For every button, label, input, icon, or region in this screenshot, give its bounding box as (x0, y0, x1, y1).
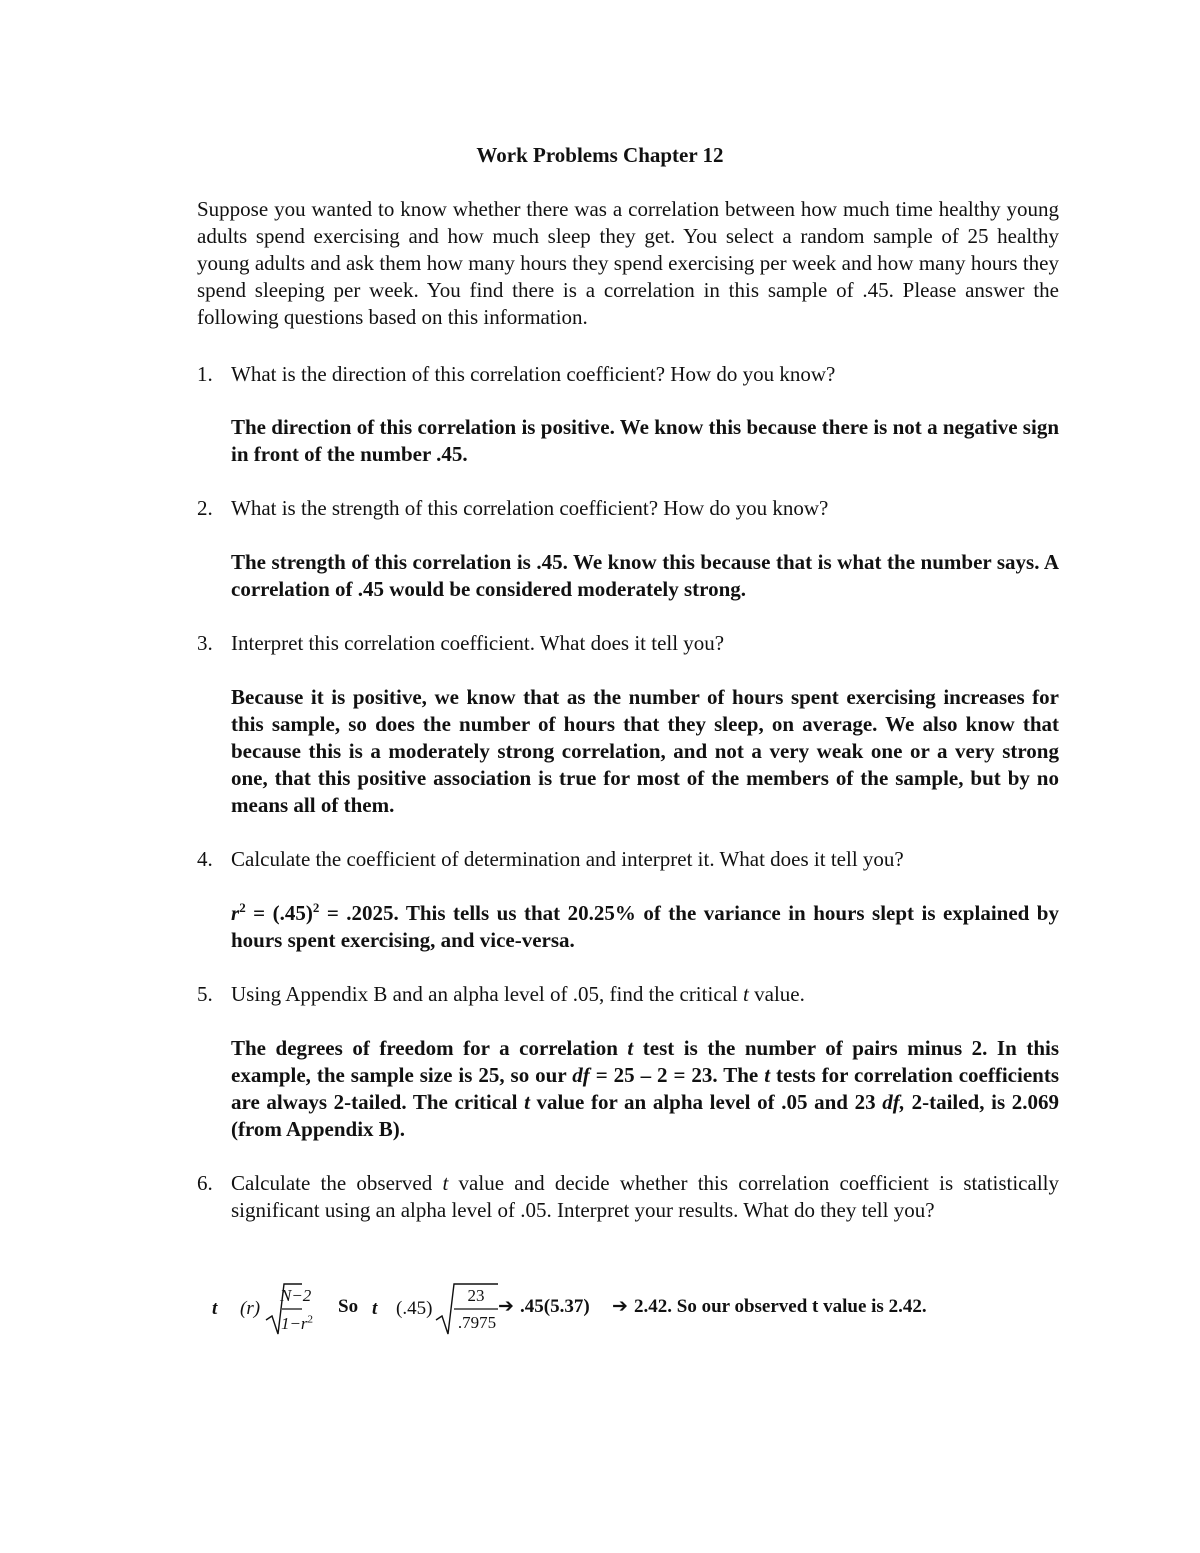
r-term: (r) (240, 1298, 261, 1319)
numerator: N−2 (280, 1286, 312, 1305)
question-3 (197, 630, 1059, 657)
r-variable: r (231, 901, 240, 925)
question-text-part: Calculate the observed (231, 1171, 443, 1195)
question-text (231, 981, 1059, 1008)
t-variable: t (764, 1063, 771, 1087)
answer-text: = .2025. This tells us that 20.25% of the variance in hours slept is explained by hours spent exercising, and vice-versa. (231, 901, 1059, 952)
exponent: 2 (307, 1313, 314, 1325)
question-5 (197, 981, 1059, 1008)
arrow-icon: ➔ (498, 1295, 514, 1317)
exponent: 2 (239, 900, 246, 915)
df-variable: df, (882, 1090, 905, 1114)
t-variable: t (372, 1298, 378, 1319)
question-text: What is the strength of this correlation coefficient? How do you know? (231, 496, 829, 520)
question-text-part: value and decide whether this correlation coefficient is statistically significant using an alpha level of .05. Interpret your results. What do they tell you? (231, 1171, 1059, 1222)
answer-text: = (.45) (245, 901, 313, 925)
t-variable: t (627, 1036, 634, 1060)
numerator: 23 (467, 1286, 485, 1305)
denominator: .7975 (457, 1313, 497, 1332)
t-variable: t (743, 982, 749, 1006)
question-4 (197, 846, 1059, 873)
answer-text: test is the number of pairs minus 2. In this example, the sample size is 25, so our (231, 1036, 1059, 1087)
t-variable: t (524, 1090, 530, 1114)
question-number: 5. (197, 982, 213, 1006)
answer-text: value for an alpha level of .05 and 23 (529, 1090, 883, 1114)
question-6 (197, 1170, 1059, 1224)
question-text-part: Using Appendix B and an alpha level of .05, find the critical (231, 982, 744, 1006)
arrow-icon: ➔ (612, 1295, 628, 1317)
question-number: 1. (197, 362, 213, 386)
t-variable: t (442, 1171, 449, 1195)
page-title: Work Problems Chapter 12 (476, 143, 724, 167)
answer-1: The direction of this correlation is positive. We know this because there is not a negative sign in front of the number .45. (231, 415, 1059, 466)
question-text (231, 1170, 1059, 1224)
exponent: 2 (312, 900, 320, 915)
denominator-text: 1−r (280, 1313, 308, 1333)
question-number: 4. (197, 847, 213, 871)
intro-paragraph: Suppose you wanted to know whether there was a correlation between how much time healthy young adults spend exercising and how much sleep they get. You select a random sample of 25 healthy young adults and ask them how many hours they spend exercising per week and how many hours they spend sleeping per week. You find there is a correlation in this sample of .45. Please answer the following questions based on this information. (197, 197, 1059, 329)
answer-text: The degrees of freedom for a correlation (231, 1036, 628, 1060)
answer-text: = 25 – 2 = 23. The (589, 1063, 765, 1087)
answer-3: Because it is positive, we know that as the number of hours spent exercising increases for this sample, so does the number of hours that they sleep, on average. We also know that because this is a moderately strong correlation, and not a very weak one or a very strong one, that this positive association is true for most of the members of the sample, but by no means all of them. (231, 685, 1059, 817)
result-text: 2.42. So our observed t value is 2.42. (634, 1296, 927, 1317)
question-number: 2. (197, 496, 213, 520)
question-number: 6. (197, 1171, 213, 1195)
value-term: (.45) (396, 1298, 433, 1319)
answer-text: tests for correlation coefficients are always 2-tailed. The critical (231, 1063, 1060, 1114)
question-number: 3. (197, 631, 213, 655)
question-text-part: value. (748, 982, 805, 1006)
denominator (281, 1314, 313, 1333)
question-text: Interpret this correlation coefficient. What does it tell you? (231, 631, 725, 655)
df-variable: df (572, 1063, 590, 1087)
so-label: So (338, 1296, 359, 1317)
question-text: Calculate the coefficient of determination and interpret it. What does it tell you? (231, 847, 904, 871)
step-value: .45(5.37) (520, 1296, 590, 1317)
question-2 (197, 495, 1059, 522)
t-formula (200, 1280, 1060, 1340)
answer-text: 2-tailed, is 2.069 (from Appendix B). (231, 1090, 1059, 1141)
answer-2: The strength of this correlation is .45. We know this because that is what the number says. A correlation of .45 would be considered moderately strong. (231, 550, 1059, 601)
t-variable: t (212, 1298, 218, 1319)
answer-5 (231, 1035, 1059, 1143)
answer-4 (231, 900, 1059, 954)
question-1 (197, 361, 1059, 388)
question-text: What is the direction of this correlation coefficient? How do you know? (231, 362, 836, 386)
